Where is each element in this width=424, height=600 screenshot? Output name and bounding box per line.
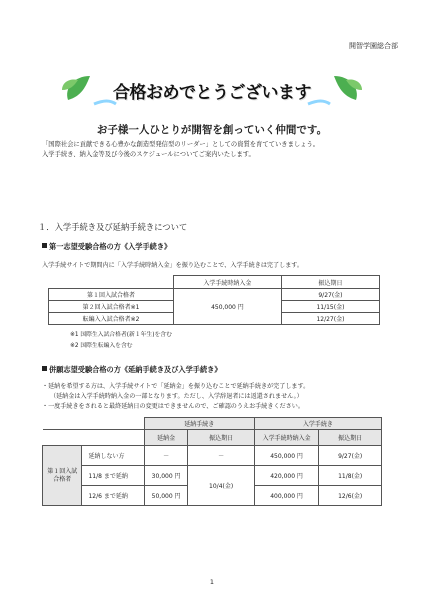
square-bullet-icon [42, 243, 47, 248]
deferral-table [42, 417, 382, 506]
payment-amount: 400,000 円 [254, 486, 319, 506]
part-b-heading: 併願志望受験合格の方《延納手続き及び入学手続き》 [42, 365, 222, 375]
sub-header-deferral-fee: 延納金 [144, 430, 188, 446]
part-a-heading: 第一志望受験合格の方《入学手続き》 [42, 242, 171, 252]
deferral-date: － [188, 446, 254, 466]
due-date: 11/8(金) [319, 466, 382, 486]
square-bullet-icon [42, 366, 47, 371]
row-group-label: 第１回入試合格者 [43, 446, 82, 506]
column-header-due-date: 振込期日 [281, 276, 379, 289]
due-date: 9/27(金) [319, 446, 382, 466]
row-label: 延納しない方 [82, 446, 144, 466]
sub-header-deferral-date: 振込期日 [188, 430, 254, 446]
part-a-text: 入学手続サイトで期間内に「入学手続時納入金」を振り込むことで、入学手続きは完了します。 [42, 262, 303, 269]
due-date: 11/15(金) [281, 301, 379, 313]
row-label: 12/6 まで延納 [82, 486, 144, 506]
intro-line-2: 入学手続き、納入金等及び今後のスケジュールについてご案内いたします。 [42, 151, 255, 158]
row-label: 転編入入試合格者※2 [49, 313, 174, 325]
left-leaf-icon [67, 76, 90, 100]
row-label: 11/8 まで延納 [82, 466, 144, 486]
group-header-deferral: 延納手続き [144, 418, 254, 430]
due-date: 12/27(金) [281, 313, 379, 325]
column-header-payment: 入学手続時納入金 [173, 276, 281, 289]
part-b-line-2: （延納金は入学手続時納入金の一部となります。ただし、入学辞退者には返還されません。） [50, 393, 303, 400]
footnote-2: ※2 国際生転編入を含む [70, 343, 133, 349]
group-header-enrollment: 入学手続き [254, 418, 381, 430]
deferral-fee: 50,000 円 [144, 486, 188, 506]
page-number: 1 [209, 578, 215, 586]
part-b-line-1: ・延納を希望する方は、入学手続サイトで「延納金」を振り込むことで延納手続きが完了します。 [42, 383, 310, 390]
sub-header-payment: 入学手続時納入金 [254, 430, 319, 446]
right-leaf-icon [334, 76, 357, 100]
banner-title: 合格おめでとうございます [113, 83, 311, 103]
row-label: 第１回入試合格者 [49, 289, 174, 301]
payment-amount: 450,000 円 [173, 289, 281, 325]
intro-line-1: 「国際社会に貢献できる心豊かな創造型発信型のリーダー」としての資質を育てていきましょう。 [42, 141, 320, 148]
organization-name: 開智学園総合部 [349, 42, 398, 50]
part-b-line-3: ・一度手続きをされると最終延納日の変更はできませんので、ご確認のうえお手続きください。 [42, 403, 304, 410]
sub-header-due-date: 振込期日 [319, 430, 382, 446]
row-label: 第２回入試合格者※1 [49, 301, 174, 313]
due-date: 12/6(金) [319, 486, 382, 506]
enrollment-table [48, 275, 380, 325]
payment-amount: 450,000 円 [254, 446, 319, 466]
deferral-fee: － [144, 446, 188, 466]
deferral-date: 10/4(金) [188, 466, 254, 506]
due-date: 9/27(金) [281, 289, 379, 301]
payment-amount: 420,000 円 [254, 466, 319, 486]
footnote-1: ※1 国際生入試合格者(新１年生)を含む [70, 332, 172, 338]
page-subtitle: お子様一人ひとりが開智を創っていく仲間です。 [96, 124, 328, 136]
section-title: １．入学手続き及び延納手続きについて [38, 222, 188, 232]
deferral-fee: 30,000 円 [144, 466, 188, 486]
